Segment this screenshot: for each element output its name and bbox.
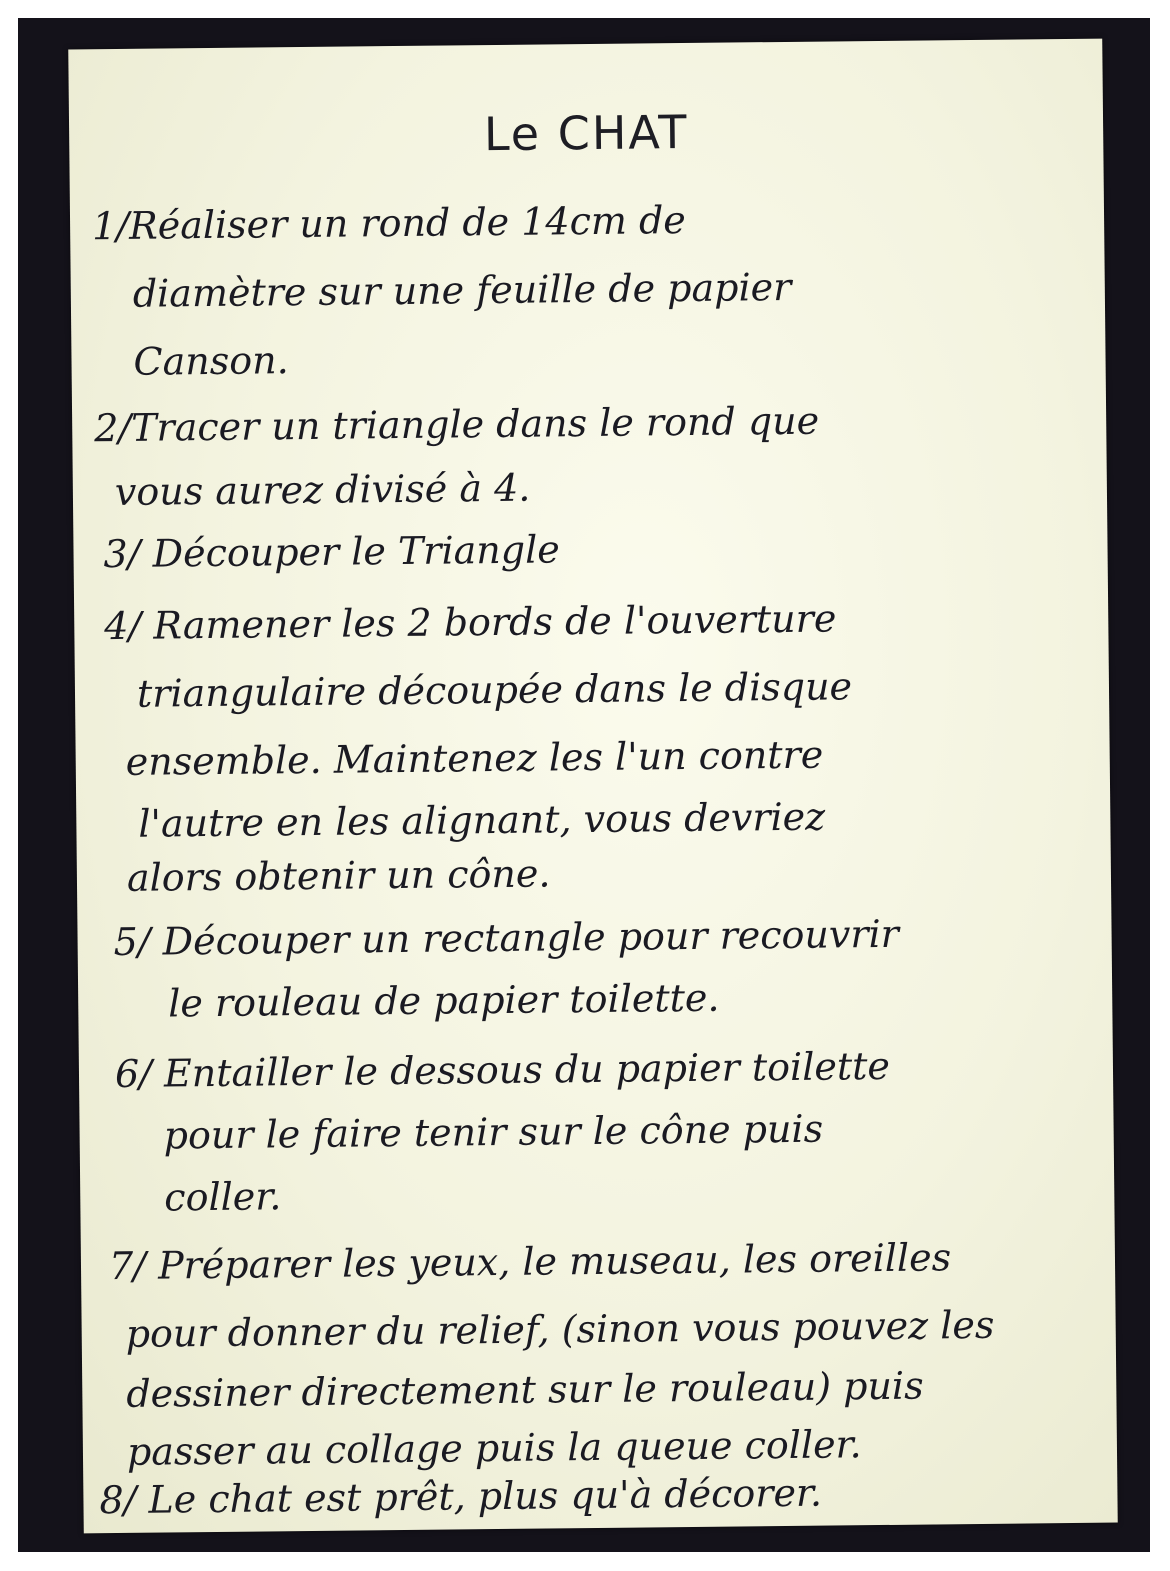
step-4-line-4: l'autre en les alignant, vous devriez [138, 794, 826, 846]
step-3-line-1: 3/ Découper le Triangle [103, 527, 560, 577]
step-5-line-2: le rouleau de papier toilette. [168, 975, 720, 1026]
step-4-line-3: ensemble. Maintenez les l'un contre [125, 732, 824, 784]
step-1-line-1: 1/Réaliser un rond de 14cm de [91, 197, 686, 249]
step-2-line-1: 2/Tracer un triangle dans le rond que [93, 398, 820, 451]
step-7-line-3: dessiner directement sur le rouleau) puis [126, 1363, 924, 1416]
step-8-line-1: 8/ Le chat est prêt, plus qu'à décorer. [99, 1470, 823, 1523]
step-6-line-3: coller. [164, 1174, 282, 1220]
step-7-line-2: pour donner du relief, (sinon vous pouvez les [125, 1302, 995, 1356]
step-7-line-1: 7/ Préparer les yeux, le museau, les oreilles [108, 1235, 952, 1289]
step-1-line-2: diamètre sur une feuille de papier [132, 264, 792, 316]
page-title: Le CHAT [483, 104, 689, 162]
step-1-line-3: Canson. [133, 338, 289, 384]
step-6-line-2: pour le faire tenir sur le cône puis [163, 1106, 824, 1158]
step-7-line-4: passer au collage puis la queue coller. [126, 1422, 862, 1474]
step-4-line-1: 4/ Ramener les 2 bords de l'ouverture [104, 596, 837, 649]
step-4-line-2: triangulaire découpée dans le disque [136, 664, 853, 716]
step-5-line-1: 5/ Découper un rectangle pour recouvrir [113, 911, 900, 965]
handwritten-sheet [68, 39, 1117, 1534]
step-2-line-2: vous aurez divisé à 4. [114, 465, 531, 514]
photo-background [18, 18, 1150, 1552]
step-4-line-5: alors obtenir un cône. [126, 851, 551, 900]
step-6-line-1: 6/ Entailler le dessous du papier toilette [114, 1043, 891, 1097]
